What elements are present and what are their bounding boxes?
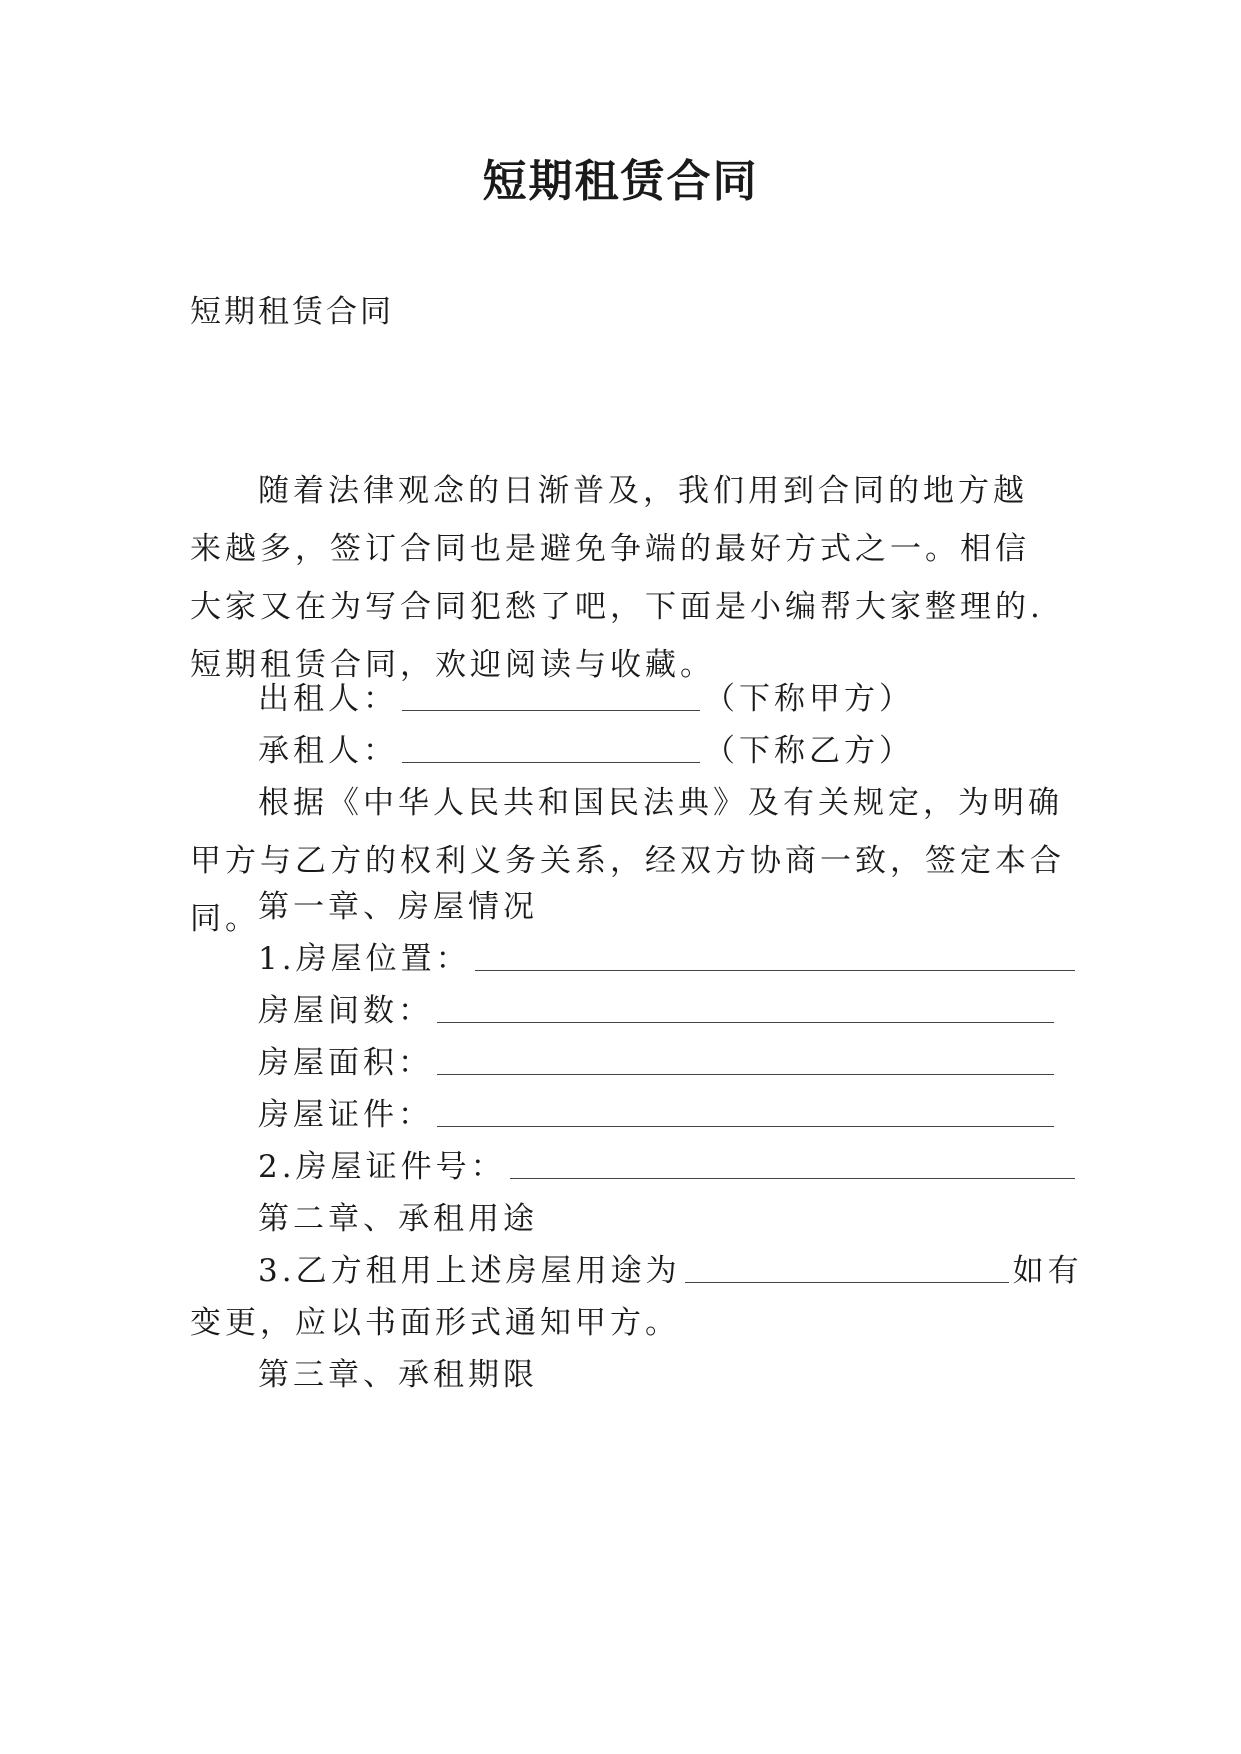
certificate-line — [258, 1086, 1058, 1144]
document-subtitle: 短期租赁合同 — [190, 294, 394, 330]
lessor-line — [258, 670, 914, 728]
lessee-suffix: （下称乙方） — [704, 733, 914, 769]
area-blank[interactable] — [437, 1040, 1054, 1075]
cert-no-blank[interactable] — [510, 1144, 1075, 1179]
rooms-label: 房屋间数： — [258, 993, 433, 1029]
location-blank[interactable] — [475, 936, 1075, 971]
certificate-label: 房屋证件： — [258, 1097, 433, 1133]
chapter3-heading: 第三章、承租期限 — [258, 1357, 538, 1393]
document-title: 短期租赁合同 — [482, 156, 759, 207]
lessor-blank[interactable] — [402, 676, 700, 711]
chapter2-heading: 第二章、承租用途 — [258, 1201, 538, 1237]
usage-suffix: 如有 — [1012, 1253, 1083, 1289]
lessee-blank[interactable] — [402, 728, 700, 763]
usage-line — [258, 1242, 1083, 1300]
chapter1-heading: 第一章、房屋情况 — [258, 889, 538, 925]
basis-paragraph: 根据《中华人民共和国民法典》及有关规定，为明确甲方与乙方的权利义务关系，经双方协商一致，签定本合同。 — [190, 785, 1065, 937]
lessee-label: 承租人： — [258, 733, 398, 769]
lessor-suffix: （下称甲方） — [704, 681, 914, 717]
rooms-blank[interactable] — [437, 988, 1054, 1023]
lessee-line — [258, 722, 914, 780]
certificate-blank[interactable] — [437, 1092, 1054, 1127]
intro-paragraph: 随着法律观念的日渐普及，我们用到合同的地方越来越多，签订合同也是避免争端的最好方式之一。相信大家又在为写合同犯愁了吧，下面是小编帮大家整理的.短期租赁合同，欢迎阅读与收藏。 — [190, 473, 1044, 683]
cert-no-line — [258, 1138, 1079, 1196]
location-line — [258, 930, 1079, 988]
rooms-line — [258, 982, 1058, 1040]
cert-no-label: 2.房屋证件号： — [258, 1149, 506, 1185]
location-label: 1.房屋位置： — [258, 941, 471, 977]
usage-label: 3.乙方租用上述房屋用途为 — [258, 1253, 681, 1289]
usage-continuation: 变更，应以书面形式通知甲方。 — [190, 1305, 680, 1341]
area-line — [258, 1034, 1058, 1092]
area-label: 房屋面积： — [258, 1045, 433, 1081]
usage-blank[interactable] — [685, 1248, 1009, 1283]
lessor-label: 出租人： — [258, 681, 398, 717]
